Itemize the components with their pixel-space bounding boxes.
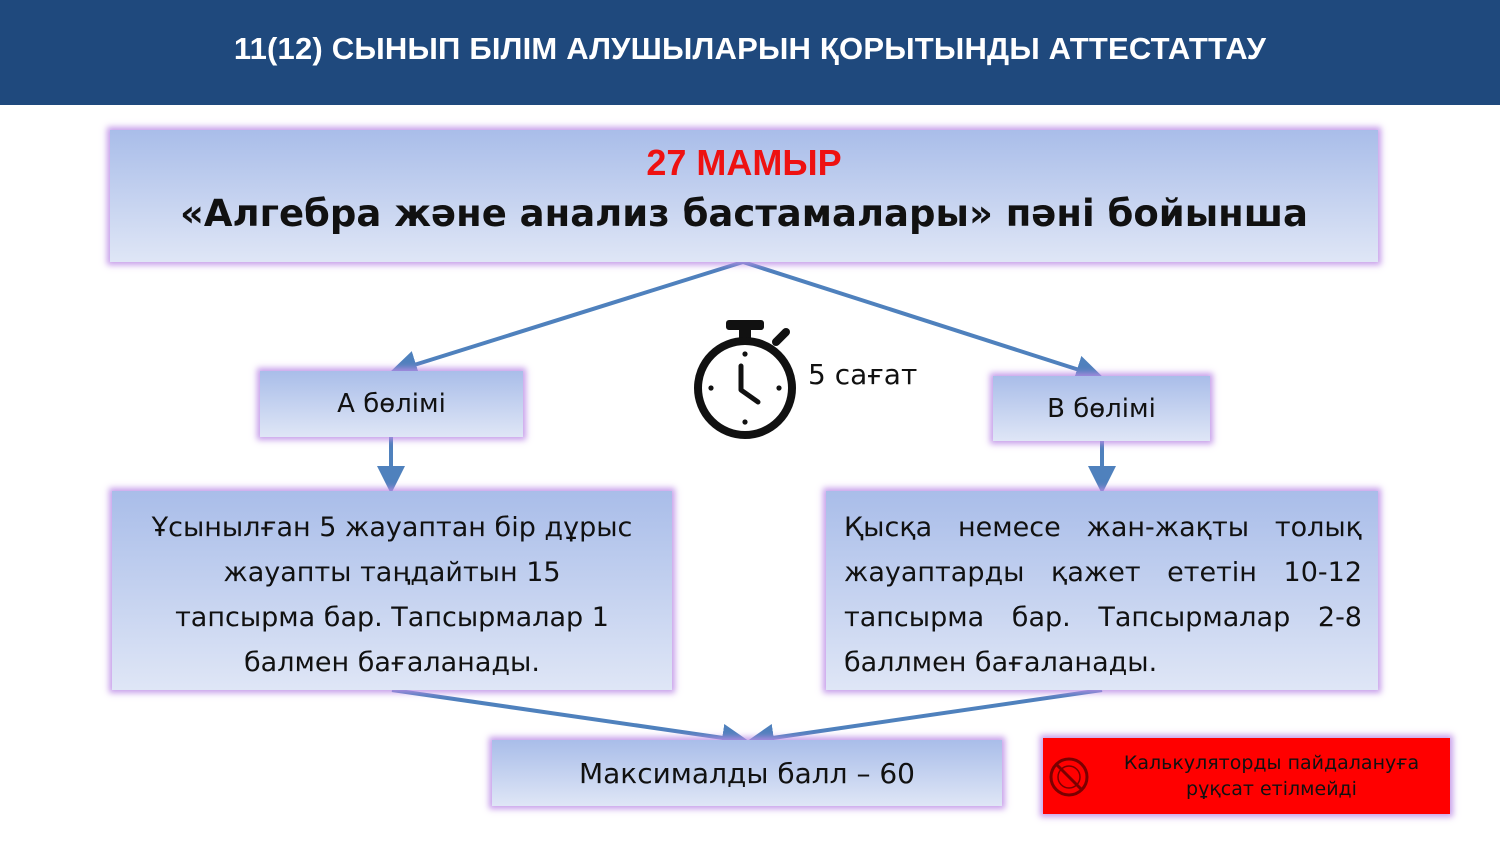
part-a-line: жауапты таңдайтын 15 (223, 557, 561, 588)
max-score-box (492, 740, 1002, 806)
title-banner (0, 0, 1500, 105)
prohibited-icon (1048, 756, 1090, 798)
part-b-line: тапсырма бар. Тапсырмалар 2-8 (844, 602, 1362, 633)
part-a-box (260, 371, 523, 437)
page-title: 11(12) СЫНЫП БІЛІМ АЛУШЫЛАРЫН ҚОРЫТЫНДЫ АТТЕСТАТТАУ (233, 30, 1267, 66)
duration-label: 5 сағат (808, 358, 918, 391)
arrow-a-to-max (392, 690, 744, 741)
header-box (110, 130, 1378, 262)
part-b-box (993, 376, 1210, 441)
exam-date: 27 МАМЫР (646, 142, 842, 183)
subject-title: «Алгебра және анализ бастамалары» пәні бойынша (180, 192, 1308, 235)
part-a-line: Ұсынылған 5 жауаптан бір дұрыс (151, 512, 633, 543)
arrow-b-to-max (752, 690, 1102, 741)
part-a-label: А бөлімі (337, 389, 446, 419)
part-b-label: В бөлімі (1047, 393, 1156, 424)
part-b-description (826, 491, 1378, 690)
calculator-notice (1043, 738, 1450, 814)
part-a-line: тапсырма бар. Тапсырмалар 1 (175, 602, 609, 633)
max-score-label: Максималды балл – 60 (578, 756, 915, 790)
stopwatch-icon (690, 318, 800, 442)
part-a-description (112, 491, 672, 690)
part-b-line: жауаптарды қажет ететін 10-12 (844, 557, 1362, 588)
part-b-line: баллмен бағаланады. (844, 647, 1158, 678)
notice-line-2: рұқсат етілмейді (1186, 778, 1357, 800)
part-a-line: балмен бағаланады. (244, 647, 540, 678)
notice-line-1: Калькуляторды пайдалануға (1123, 752, 1420, 774)
part-b-line: Қысқа немесе жан-жақты толық (844, 512, 1362, 543)
